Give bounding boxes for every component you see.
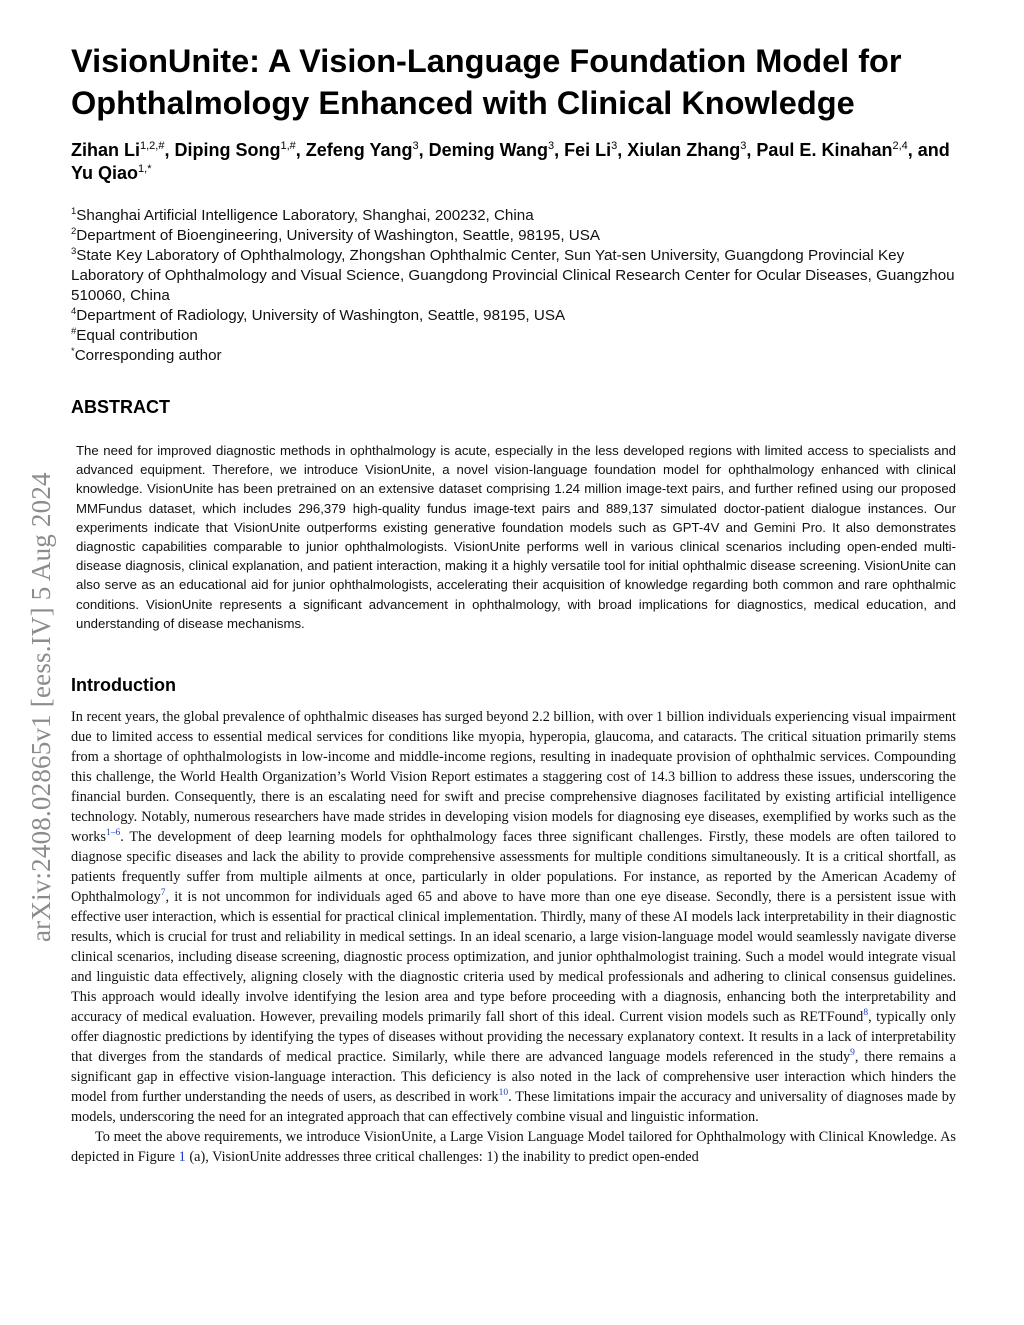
paper-title: VisionUnite: A Vision-Language Foundation Model for Ophthalmology Enhanced with Clinical Knowledge xyxy=(71,43,902,121)
author-list: Zihan $Li^{1,2,\#}$, Diping Song$^{1,\#}$, Zefeng Yang$^3$, Deming Wang$^3$, Fei Li$^3$, Xiulan Zhang$^3$, Paul E. Kinahan$^{2,4}$, and Yu Qiao$^{1,*}$ xyxy=(71,140,950,183)
affiliation-mark: 4 xyxy=(71,306,77,317)
affiliation-text: State Key Laboratory of Ophthalmology, Zhongshan Ophthalmic Center, Sun Yat-sen University, Guangdong Provincial Key Laboratory of Ophthalmology and Visual Science, Guangdong Provincial Clinical Research Center for Ocular Diseases, Guangzhou 510060, China xyxy=(71,247,955,304)
affiliation-text: Corresponding author xyxy=(74,347,222,364)
citation-link[interactable]: 8 xyxy=(863,1008,869,1019)
introduction-body xyxy=(71,707,956,1167)
author[interactable]: Deming Wang xyxy=(428,140,548,160)
affiliation-mark: 2 xyxy=(71,226,77,237)
author-affil-mark: 3 xyxy=(740,140,747,152)
affiliation xyxy=(71,226,956,246)
author-affil-mark: 2,4 xyxy=(892,140,908,152)
affiliation xyxy=(71,206,956,226)
affiliation-list xyxy=(71,206,956,366)
author[interactable]: Diping Song xyxy=(174,140,281,160)
citation-link[interactable]: 10 xyxy=(498,1088,509,1099)
affiliation xyxy=(71,346,956,366)
affiliation-mark: 1 xyxy=(71,206,77,217)
affiliation-text: Department of Bioengineering, University of Washington, Seattle, 98195, USA xyxy=(76,227,600,244)
intro-paragraph: To meet the above requirements, we introduce VisionUnite, a Large Vision Language Model tailored for Ophthalmology with Clinical Knowledge. As depicted in Figure 1 (a), VisionUnite addresses three critical challenges: 1) the inability to predict open-ended xyxy=(71,1129,956,1166)
abstract-heading: ABSTRACT xyxy=(71,397,170,417)
affiliation xyxy=(71,306,956,326)
affiliation xyxy=(71,326,956,346)
affiliation-mark: * xyxy=(71,346,75,357)
author-affil-mark: 3 xyxy=(412,140,419,152)
author-affil-mark: 1,2,# xyxy=(140,140,165,152)
affiliation-text: Shanghai Artificial Intelligence Laboratory, Shanghai, 200232, China xyxy=(76,207,534,224)
affiliation-text: Equal contribution xyxy=(76,327,198,344)
author-connector: and xyxy=(917,140,950,160)
citation-link[interactable]: 1–6 xyxy=(105,828,121,839)
author[interactable]: Zihan Li xyxy=(71,140,140,160)
affiliation-mark: # xyxy=(71,326,77,337)
author[interactable]: Fei Li xyxy=(564,140,612,160)
citation-link[interactable]: 9 xyxy=(850,1048,855,1059)
figure-ref-link[interactable]: 1 xyxy=(178,1149,186,1166)
paper-page xyxy=(71,40,956,1167)
author-affil-mark: 3 xyxy=(611,140,618,152)
affiliation-text: Department of Radiology, University of Washington, Seattle, 98195, USA xyxy=(76,307,566,324)
author-affil-mark: 3 xyxy=(547,140,555,152)
arxiv-stamp: arXiv:2408.02865v1 [eess.IV] 5 Aug 2024 xyxy=(26,472,56,942)
author[interactable]: Zefeng Yang xyxy=(305,140,413,160)
introduction-heading: Introduction xyxy=(71,675,176,696)
affiliation-mark: 3 xyxy=(71,246,77,257)
author[interactable]: Yu Qiao xyxy=(71,163,139,183)
author-affil-mark: 1,* xyxy=(138,163,152,175)
abstract-text: The need for improved diagnostic methods in ophthalmology is acute, especially in the less developed regions with limited access to specialists and advanced equipment. Therefore, we introduce VisionUnite, a novel vision-language foundation model for ophthalmology enhanced with clinical knowledge. VisionUnite has been pretrained on an extensive dataset comprising 1.24 million image-text pairs, and further refined using our proposed MMFundus dataset, which includes 296,379 high-quality fundus image-text pairs and 889,137 simulated doctor-patient dialogue instances. Our experiments indicate that VisionUnite outperforms existing generative foundation models such as GPT-4V and Gemini Pro. It also demonstrates diagnostic capabilities comparable to junior ophthalmologists. VisionUnite performs well in various clinical scenarios including open-ended multi-disease diagnosis, clinical explanation, and patient interaction, making it a highly versatile tool for initial ophthalmic disease screening. VisionUnite can also serve as an educational aid for junior ophthalmologists, accelerating their acquisition of knowledge regarding both common and rare ophthalmic conditions. VisionUnite represents a significant advancement in ophthalmology, with broad implications for diagnostics, medical education, and understanding of disease mechanisms. xyxy=(76,443,956,631)
author[interactable]: Paul E. Kinahan xyxy=(756,140,893,160)
author-affil-mark: 1,# xyxy=(280,140,296,152)
intro-paragraph: In recent years, the global prevalence of ophthalmic diseases has surged beyond 2.2 billion, with over 1 billion individuals experiencing visual impairment due to limited access to essential medical services for conditions like myopia, hyperopia, glaucoma, and cataracts. The critical situation primarily stems from a shortage of ophthalmologists in low-income and middle-income regions, resulting in inadequate provision of ophthalmic services. Compounding this challenge, the World Health Organization’s World Vision Report estimates a staggering cost of 14.3 billion to address these issues, underscoring the financial burden. Consequently, there is an escalating need for swift and precise comprehensive diagnoses facilitated by existing artificial intelligence technology. Notably, numerous researchers have made strides in developing vision models for diagnosing eye diseases, exemplified by works such as the works$^{1-6}$. The development of deep learning models for ophthalmology faces three significant challenges. Firstly, these models are often tailored to diagnose specific diseases and lack the ability to provide comprehensive assessments for multiple conditions simultaneously. It is a critical shortfall, as patients frequently suffer from multiple ailments at once, particularly in older populations. For instance, as reported by the American Academy of Ophthalmology$^7$, it is not uncommon for individuals aged 65 and above to have more than one eye disease. Secondly, there is a persistent issue with effective user interaction, which is essential for practical clinical implementation. Thirdly, many of these AI models lack interpretability in their diagnostic results, which is crucial for trust and reliability in medical settings. In an ideal scenario, a large vision-language model would seamlessly navigate diverse clinical scenarios, including disease screening, diagnostic process optimization, and junior ophthalmologist training. Such a model would integrate visual and linguistic data effectively, aligning closely with the diagnostic criteria used by medical professionals and adhering to clinical consensus guidelines. This approach would ideally involve identifying the lesion area and type before proceeding with a diagnosis, enhancing both the interpretability and accuracy of medical evaluation. However, prevailing models primarily fall short of this ideal. Current vision models such as RETFound$^8$, typically only offer diagnostic predictions by identifying the types of diseases without providing the necessary explanatory context. It results in a lack of interpretability that diverges from the standards of medical practice. Similarly, while there are advanced language models referenced in the study$^9$, there remains a significant gap in effective vision-language interaction. This deficiency is also noted in the lack of comprehensive user interaction which hinders the model from further understanding the needs of users, as described in work$^{10}$. These limitations impair the accuracy and universality of diagnoses made by models, underscoring the need for an integrated approach that can effectively combine visual and linguistic information. xyxy=(71,709,956,1126)
affiliation xyxy=(71,246,956,306)
author[interactable]: Xiulan Zhang xyxy=(627,140,741,160)
citation-link[interactable]: 7 xyxy=(160,888,166,899)
